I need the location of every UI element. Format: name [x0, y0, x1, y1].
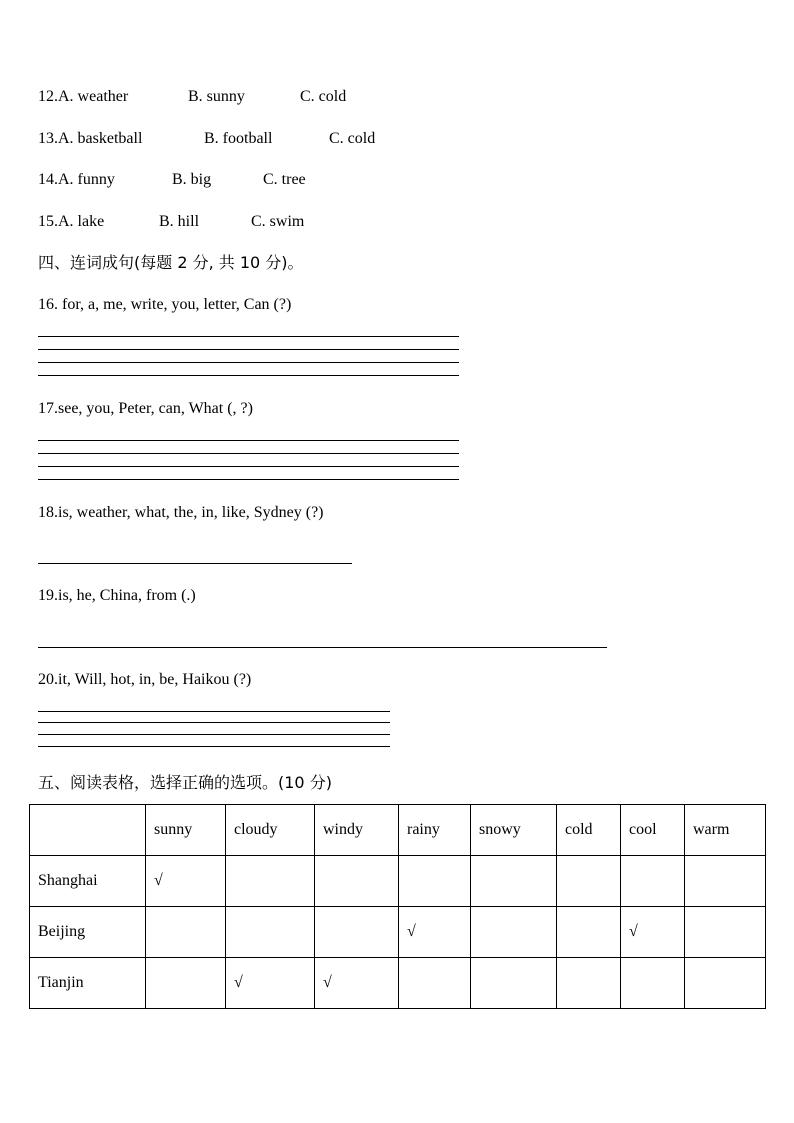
- check-cell[interactable]: [146, 958, 226, 1009]
- answer-line[interactable]: [38, 479, 459, 480]
- question-12: [38, 87, 347, 107]
- answer-line[interactable]: [38, 734, 390, 735]
- check-cell[interactable]: √: [146, 856, 226, 907]
- option-b: B. big: [172, 171, 212, 188]
- question-17: 17.see, you, Peter, can, What (, ?): [38, 400, 253, 417]
- check-cell[interactable]: √: [315, 958, 399, 1009]
- header-cell: cloudy: [226, 805, 315, 856]
- check-cell[interactable]: [557, 856, 621, 907]
- header-cell: cool: [621, 805, 685, 856]
- check-cell[interactable]: [226, 856, 315, 907]
- header-cell: rainy: [399, 805, 471, 856]
- check-cell[interactable]: [621, 958, 685, 1009]
- check-cell[interactable]: [621, 856, 685, 907]
- table-row: [30, 907, 766, 958]
- answer-line[interactable]: [38, 453, 459, 454]
- city-cell: Shanghai: [30, 856, 146, 907]
- check-cell[interactable]: √: [226, 958, 315, 1009]
- check-cell[interactable]: √: [621, 907, 685, 958]
- table-header-row: [30, 805, 766, 856]
- check-cell[interactable]: [226, 907, 315, 958]
- answer-line[interactable]: [38, 375, 459, 376]
- header-cell: [30, 805, 146, 856]
- check-cell[interactable]: [557, 958, 621, 1009]
- check-cell[interactable]: [685, 958, 766, 1009]
- check-cell[interactable]: [685, 856, 766, 907]
- check-cell[interactable]: [471, 958, 557, 1009]
- check-cell[interactable]: [399, 958, 471, 1009]
- table-row: [30, 958, 766, 1009]
- question-19: 19.is, he, China, from (.): [38, 587, 196, 604]
- check-cell[interactable]: [315, 907, 399, 958]
- check-cell[interactable]: [471, 907, 557, 958]
- city-cell: Beijing: [30, 907, 146, 958]
- city-cell: Tianjin: [30, 958, 146, 1009]
- answer-line[interactable]: [38, 647, 607, 648]
- answer-line[interactable]: [38, 563, 352, 564]
- answer-line[interactable]: [38, 336, 459, 337]
- option-c: C. cold: [329, 130, 376, 147]
- check-cell[interactable]: [146, 907, 226, 958]
- answer-line[interactable]: [38, 349, 459, 350]
- question-18: 18.is, weather, what, the, in, like, Sydney (?): [38, 504, 324, 521]
- check-cell[interactable]: [557, 907, 621, 958]
- question-number: 14.: [38, 171, 58, 188]
- option-b: B. sunny: [188, 88, 245, 105]
- check-cell[interactable]: [315, 856, 399, 907]
- answer-line[interactable]: [38, 722, 390, 723]
- option-a: A. basketball: [58, 130, 143, 147]
- answer-line[interactable]: [38, 440, 459, 441]
- check-cell[interactable]: [471, 856, 557, 907]
- check-cell[interactable]: √: [399, 907, 471, 958]
- answer-line[interactable]: [38, 466, 459, 467]
- question-number: 15.: [38, 213, 58, 230]
- weather-table: [29, 804, 766, 1009]
- option-c: C. tree: [263, 171, 306, 188]
- option-c: C. swim: [251, 213, 305, 230]
- question-number: 12.: [38, 88, 58, 105]
- header-cell: warm: [685, 805, 766, 856]
- question-15: [38, 212, 305, 232]
- answer-line[interactable]: [38, 362, 459, 363]
- question-16: 16. for, a, me, write, you, letter, Can (?): [38, 296, 292, 313]
- header-cell: sunny: [146, 805, 226, 856]
- option-c: C. cold: [300, 88, 347, 105]
- answer-line[interactable]: [38, 711, 390, 712]
- header-cell: windy: [315, 805, 399, 856]
- option-a: A. weather: [58, 88, 129, 105]
- answer-line[interactable]: [38, 746, 390, 747]
- question-20: 20.it, Will, hot, in, be, Haikou (?): [38, 671, 252, 688]
- header-cell: snowy: [471, 805, 557, 856]
- question-number: 13.: [38, 130, 58, 147]
- question-13: [38, 129, 376, 149]
- header-cell: cold: [557, 805, 621, 856]
- option-a: A. funny: [58, 171, 115, 188]
- option-b: B. hill: [159, 213, 200, 230]
- option-a: A. lake: [58, 213, 105, 230]
- section-4-heading: 四、连词成句(每题 2 分, 共 10 分)。: [38, 253, 304, 272]
- question-14: [38, 170, 306, 190]
- section-5-heading: 五、阅读表格，选择正确的选项。(10 分): [38, 773, 332, 792]
- table-row: [30, 856, 766, 907]
- option-b: B. football: [204, 130, 273, 147]
- check-cell[interactable]: [399, 856, 471, 907]
- check-cell[interactable]: [685, 907, 766, 958]
